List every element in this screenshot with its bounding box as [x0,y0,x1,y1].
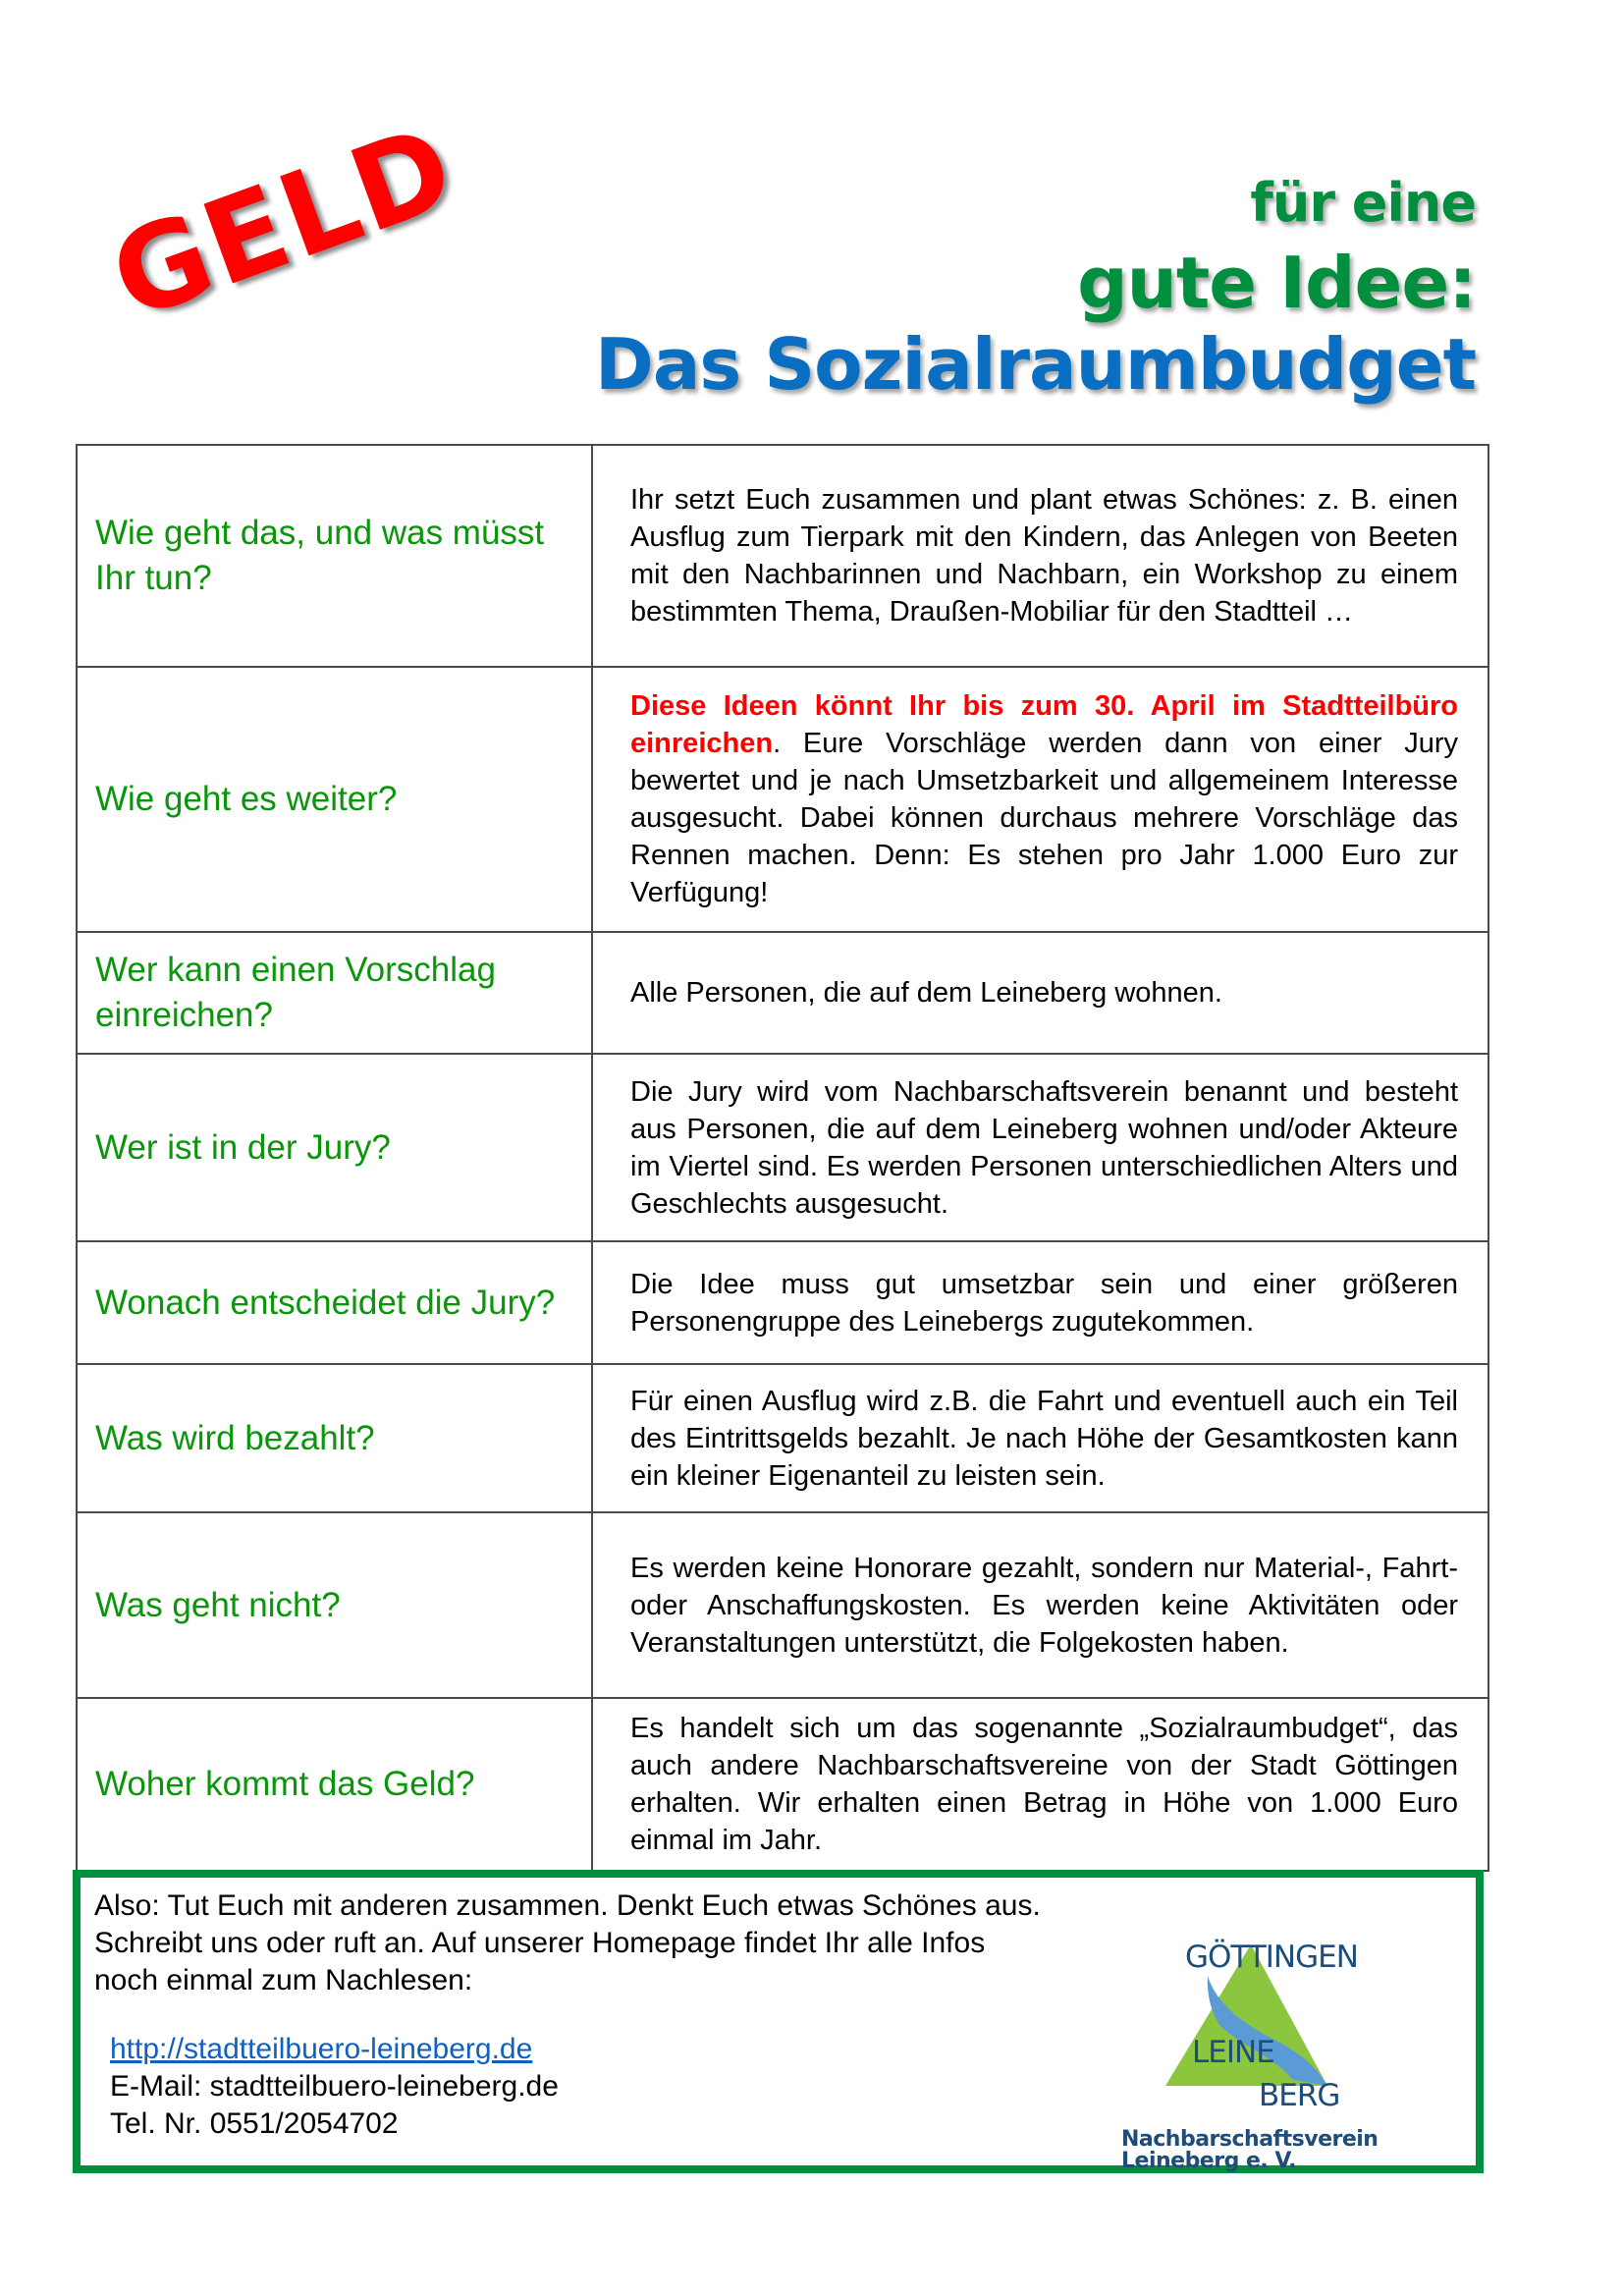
faq-question: Wie geht es weiter? [77,667,592,932]
logo-org-name: Nachbarschaftsverein Leineberg e. V. [1121,2127,1379,2173]
answer-text: Es werden keine Honorare gezahlt, sondern nur Material-, Fahrt- oder Anschaffungskosten. Es werden keine Aktivitäten oder Veranstaltungen unterstützt, die Folgekosten haben. [630,1552,1458,1659]
faq-row [77,1698,1488,1871]
answer-text: Ihr setzt Euch zusammen und plant etwas Schönes: z. B. einen Ausflug zum Tierpark mit den Kindern, das Anlegen von Beeten mit den Nachbarinnen und Nachbarn, ein Workshop zu einem bestimmten Thema, Draußen-Mobiliar für den Stadtteil … [630,484,1458,628]
faq-answer [592,1698,1488,1871]
faq-answer [592,1512,1488,1698]
geld-badge: GELD [94,98,472,347]
faq-question: Was wird bezahlt? [77,1364,592,1512]
contact-email: E-Mail: stadtteilbuero-leineberg.de [110,2070,559,2103]
contact-phone: Tel. Nr. 0551/2054702 [110,2107,399,2140]
website-link[interactable]: http://stadtteilbuero-leineberg.de [110,2033,533,2065]
answer-text: Es handelt sich um das sogenannte „Sozialraumbudget“, das auch andere Nachbarschaftsvereine von der Stadt Göttingen erhalten. Wir erhalten einen Betrag in Höhe von 1.000 Euro einmal im Jahr. [630,1713,1458,1856]
organization-logo [1092,1929,1475,2173]
answer-text: Alle Personen, die auf dem Leineberg wohnen. [630,977,1222,1009]
faq-answer [592,932,1488,1054]
answer-text: . Eure Vorschläge werden dann von einer Jury bewertet und je nach Umsetzbarkeit und allgemeinem Interesse ausgesucht. Dabei können durchaus mehrere Vorschläge das Rennen machen. Denn: Es stehen pro Jahr 1.000 Euro zur Verfügung! [630,728,1458,908]
faq-row [77,1241,1488,1364]
logo-text-berg: BERG [1259,2078,1340,2113]
faq-row [77,1054,1488,1241]
faq-row [77,1364,1488,1512]
faq-row [77,667,1488,932]
faq-question: Was geht nicht? [77,1512,592,1698]
answer-text: Die Idee muss gut umsetzbar sein und einer größeren Personengruppe des Leinebergs zugutekommen. [630,1268,1458,1338]
contact-details [110,2031,559,2143]
faq-question: Wer kann einen Vorschlag einreichen? [77,932,592,1054]
faq-row [77,932,1488,1054]
contact-intro: Also: Tut Euch mit anderen zusammen. Denkt Euch etwas Schönes aus. Schreibt uns oder ruft an. Auf unserer Homepage findet Ihr alle Infos noch einmal zum Nachlesen: [94,1889,1041,1996]
faq-question: Wie geht das, und was müsst Ihr tun? [77,445,592,667]
contact-box [73,1870,1484,2173]
headline-line-2: gute Idee: [1077,242,1476,324]
answer-text: Für einen Ausflug wird z.B. die Fahrt und eventuell auch ein Teil des Eintrittsgelds bezahlt. Je nach Höhe der Gesamtkosten kann ein kleiner Eigenanteil zu leisten sein. [630,1385,1458,1492]
faq-answer [592,667,1488,932]
page-title: Das Sozialraumbudget [595,323,1476,406]
faq-question: Wer ist in der Jury? [77,1054,592,1241]
logo-text-goettingen: GÖTTINGEN [1185,1940,1358,1975]
faq-answer [592,1241,1488,1364]
faq-question: Wonach entscheidet die Jury? [77,1241,592,1364]
faq-row [77,1512,1488,1698]
headline-line-1: für eine [1250,172,1476,234]
answer-text: Die Jury wird vom Nachbarschaftsverein benannt und besteht aus Personen, die auf dem Leineberg wohnen und/oder Akteure im Viertel sind. Es werden Personen unterschiedlichen Alters und Geschlechts ausgesucht. [630,1075,1458,1220]
faq-question: Woher kommt das Geld? [77,1698,592,1871]
logo-text-leine: LEINE [1192,2035,1274,2070]
faq-answer [592,445,1488,667]
faq-answer [592,1364,1488,1512]
faq-answer [592,1054,1488,1241]
answer-highlight: Diese Ideen könnt Ihr bis zum 30. April im Stadtteilbüro einreichen [630,690,1458,759]
faq-table [76,444,1489,1872]
faq-row [77,445,1488,667]
